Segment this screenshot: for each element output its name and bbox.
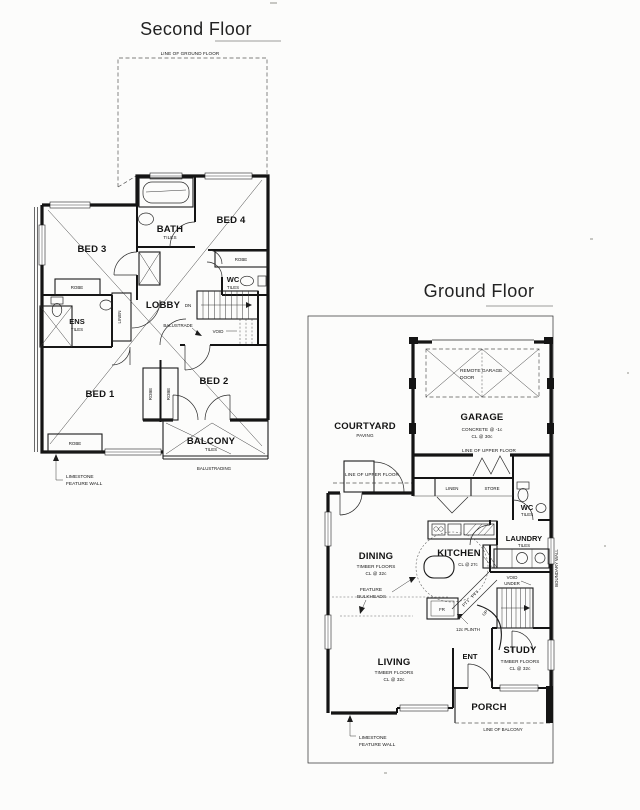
room-label-robe-mid-right: ROBE: [166, 387, 171, 401]
line-of-balcony-label: LINE OF BALCONY: [483, 727, 523, 732]
sf-limestone-annotation: [53, 454, 103, 487]
room-label-bed2: BED 2: [199, 376, 229, 387]
room-label-balcony: BALCONY: [186, 436, 236, 447]
room-finish-wc2: TILES: [226, 285, 240, 290]
sf-limestone-label-1: LIMESTONE: [66, 475, 94, 480]
void-under-label-1: VOID: [506, 575, 518, 580]
gf-stairs: [477, 588, 533, 652]
sf-wc-toilet-icon: [241, 276, 267, 286]
void-label: VOID: [212, 329, 224, 334]
sf-balustrade-arrowhead: [195, 330, 202, 336]
room-label-linen: LINEN: [445, 486, 459, 491]
living-finish-label: TIMBER FLOORS: [374, 670, 414, 675]
room-label-robe-bed3: ROBE: [70, 285, 84, 290]
gf-garage-walls: [409, 337, 554, 476]
room-label-living: LIVING: [377, 657, 411, 668]
room-label-lobby: LOBBY: [145, 300, 181, 311]
gf-bulkhead-dashes: [332, 597, 448, 616]
feature-label-1: FEATURE: [360, 588, 383, 593]
room-finish-bath: TILES: [163, 235, 177, 240]
room-label-robe-mid-left: ROBE: [148, 387, 153, 401]
room-label-kitchen: KITCHEN: [437, 548, 481, 559]
gf-feature-bulkheads-annotation: [357, 577, 416, 614]
room-label-ent: ENT: [462, 652, 478, 661]
line-of-upper-floor-left-label: LINE OF UPPER FLOOR: [345, 472, 399, 477]
room-label-ens: ENS: [69, 317, 85, 326]
sf-limestone-label-2: FEATURE WALL: [66, 482, 103, 487]
gf-garage-opening-zigzag: [473, 456, 510, 476]
study-ceiling-label: CL @ 32c: [509, 666, 531, 671]
room-label-dining: DINING: [358, 551, 394, 562]
garage-ceiling-label: CL @ 30c: [471, 434, 493, 439]
pantry-label-1: PTY: [470, 589, 480, 599]
room-label-laundry: LAUNDRY: [505, 534, 543, 543]
second-floor-title: Second Floor: [140, 19, 252, 39]
room-label-bath: BATH: [156, 224, 184, 235]
gf-laundry-bench: [470, 525, 549, 568]
study-finish-label: TIMBER FLOORS: [500, 659, 540, 664]
gf-limestone-label-1: LIMESTONE: [359, 736, 387, 741]
plinth-leader: [461, 617, 468, 624]
gf-kitchen-benches: [416, 521, 497, 602]
remote-garage-label-2: DOOR: [460, 376, 475, 381]
room-label-porch: PORCH: [471, 702, 507, 713]
sf-interior-walls: [42, 176, 268, 422]
gf-linen-store-boxes: [413, 479, 513, 513]
room-finish-balcony: TILES: [204, 447, 218, 452]
room-finish-ens: TILES: [70, 327, 84, 332]
kitchen-ceiling-label: CL @ 27c: [458, 562, 478, 567]
room-label-courtyard: COURTYARD: [334, 421, 396, 432]
room-label-store: STORE: [484, 486, 500, 491]
room-label-bed3: BED 3: [77, 244, 107, 255]
pantry-label-2: PTY: [461, 598, 471, 608]
gf-front-door: [468, 664, 492, 688]
sf-door-swings: [112, 222, 230, 420]
room-label-garage: GARAGE: [460, 412, 504, 423]
dining-ceiling-label: CL @ 32c: [365, 571, 387, 576]
sf-feature-wall-line: [35, 207, 38, 452]
stairs-dn-label: DN: [184, 303, 192, 308]
room-finish-laundry: TILES: [517, 543, 531, 548]
room-label-wc1: WC: [520, 503, 534, 512]
second-floor-plan: [35, 19, 282, 487]
sf-bath-basin-icon: [139, 213, 154, 225]
balustrade-label: BALUSTRADE: [163, 323, 193, 328]
scan-artifacts: [270, 2, 629, 774]
room-label-linen2: LINEN: [117, 310, 122, 324]
gf-limestone-annotation: [347, 715, 396, 748]
ground-floor-title: Ground Floor: [423, 281, 535, 301]
room-label-robe-bed4: ROBE: [234, 257, 248, 262]
gf-limestone-label-2: FEATURE WALL: [359, 743, 396, 748]
sf-line-of-ground-floor-label: LINE OF GROUND FLOOR: [160, 51, 220, 56]
feature-label-2: BULKHEADS: [357, 595, 387, 600]
line-of-upper-floor-right-label: LINE OF UPPER FLOOR: [462, 448, 516, 453]
boundary-wall-label: BOUNDARY WALL: [554, 549, 559, 587]
void-under-leader: [521, 581, 531, 585]
remote-garage-label-1: REMOTE GARAGE: [460, 369, 503, 374]
void-under-label-2: UNDER: [504, 581, 520, 586]
room-finish-wc1: TILES: [520, 512, 534, 517]
fridge-label: FR: [439, 607, 445, 612]
room-label-bed1: BED 1: [85, 389, 115, 400]
gf-courtyard-door: [340, 493, 362, 515]
plinth-label: 12c PLINTH: [456, 627, 480, 632]
courtyard-finish-label: PAVING: [356, 433, 374, 438]
sf-bathtub-icon: [139, 178, 193, 207]
dining-finish-label: TIMBER FLOORS: [356, 564, 396, 569]
room-label-study: STUDY: [503, 645, 537, 656]
stairs-up-label: UP: [481, 609, 489, 617]
balustrading-label: BALUSTRADING: [196, 466, 232, 471]
garage-finish-label: CONCRETE @ -1c: [461, 427, 503, 432]
sf-bath-cupboard-icon: [139, 252, 160, 285]
room-label-wc2: WC: [226, 275, 240, 284]
room-label-bed4: BED 4: [216, 215, 246, 226]
living-ceiling-label: CL @ 32c: [383, 677, 405, 682]
sf-stairs: [197, 291, 258, 345]
sf-line-of-ground-floor-outline: [118, 58, 267, 187]
ground-floor-plan: [308, 281, 559, 763]
room-label-robe-bed1: ROBE: [68, 441, 82, 446]
